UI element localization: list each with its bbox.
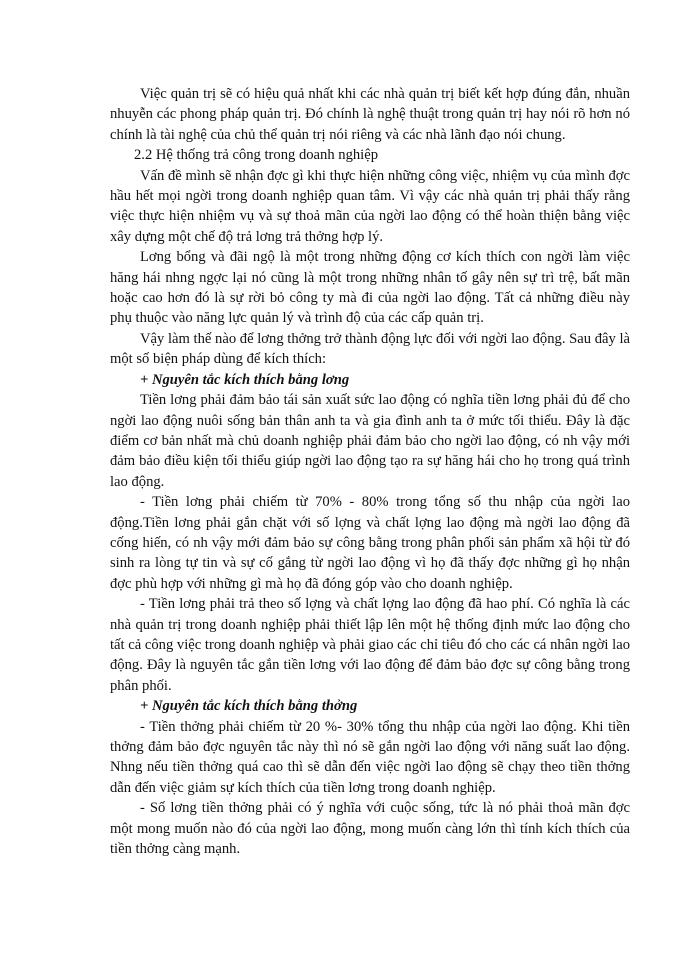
paragraph-salary-motivation: Lơng bổng và đãi ngộ là một trong những động cơ kích thích con ngời làm việc hăng hái nhng ngợc lại nó cũng là một trong những nhân tố gây nên sự trì trệ, bất mãn hoặc cao hơn đó là sự rời bỏ công ty mà đi của ngời lao động. Tất cả những điều này phụ thuộc vào năng lực quản lý và trình độ của các cấp quản trị. (110, 249, 630, 327)
paragraph-bonus-meaning: - Số lơng tiền thởng phải có ý nghĩa với cuộc sống, tức là nó phải thoả mãn đợc một mong muốn nào đó của ngời lao động, mong muốn càng lớn thì tính kích thích của tiền thởng càng mạnh. (110, 800, 630, 858)
section-heading-2-2: 2.2 Hệ thống trả công trong doanh nghiệp (134, 147, 378, 164)
subheading-bonus-principle: + Nguyên tắc kích thích bằng thởng (140, 698, 358, 715)
subheading-salary-principle: + Nguyên tắc kích thích bằng lơng (140, 371, 350, 388)
paragraph-bonus-share: - Tiền thởng phải chiếm từ 20 %- 30% tổng thu nhập của ngời lao động. Khi tiền thởng đảm bảo đợc nguyên tắc này thì nó sẽ gắn ngời lao động với năng suất lao động. Nhng nếu tiền thởng quá cao thì sẽ dẫn đến việc ngời lao động sẽ chạy theo tiền thởng dẫn đến việc giảm sự kích thích của tiền lơng trong doanh nghiệp. (110, 718, 630, 796)
paragraph-salary-quantity-quality: - Tiền lơng phải trả theo số lợng và chất lợng lao động đã hao phí. Có nghĩa là các nhà quản trị trong doanh nghiệp phải thiết lập lên một hệ thống định mức lao động cho tất cả công việc trong doanh nghiệp và phải giao các chỉ tiêu đó cho các cá nhân ngời lao động. Đây là nguyên tắc gắn tiền lơng với lao động để đảm bảo đợc sự công bằng trong phân phối. (110, 596, 630, 694)
paragraph-compensation-intro: Vấn đề mình sẽ nhận đợc gì khi thực hiện những công việc, nhiệm vụ của mình đợc hầu hết mọi ngời trong doanh nghiệp quan tâm. Vì vậy các nhà quản trị phải thấy rằng việc thực hiện nhiệm vụ và sự thoả mãn của ngời lao động có thể hoàn thiện bằng việc xây dựng một chế độ trả lơng trả thởng hợp lý. (110, 167, 630, 245)
paragraph-salary-share: - Tiền lơng phải chiếm từ 70% - 80% trong tổng số thu nhập của ngời lao động.Tiền lơng phải gắn chặt với số lợng và chất lợng lao động mà ngời lao động đã cống hiến, có nh vậy mới đảm bảo sự công bằng trong phân phối sản phẩm xã hội từ đó sinh ra lòng tự tin và sự cố gắng từ ngời lao động vì họ đã thấy đợc những gì họ nhận đợc phù hợp với những gì mà họ đã đóng góp vào cho doanh nghiệp. (110, 494, 630, 592)
paragraph-management-art: Việc quản trị sẽ có hiệu quả nhất khi các nhà quản trị biết kết hợp đúng đắn, nhuần nhuyễn các phong pháp quản trị. Đó chính là nghệ thuật trong quản trị hay nói rõ hơn nó chính là tài nghệ của chủ thể quản trị nói riêng và các nhà lãnh đạo nói chung. (110, 86, 630, 143)
paragraph-salary-reproduction: Tiền lơng phải đảm bảo tái sản xuất sức lao động có nghĩa tiền lơng phải đủ để cho ngời lao động nuôi sống bản thân anh ta và gia đình anh ta ở mức tối thiểu. Đây là đặc điểm cơ bản nhất mà chủ doanh nghiệp phải đảm bảo cho ngời lao động, có nh vậy mới đảm bảo điều kiện tối thiểu giúp ngời lao động tạo ra sự hăng hái cho họ trong quá trình lao động. (110, 392, 630, 490)
paragraph-measures-intro: Vậy làm thế nào để lơng thởng trở thành động lực đối với ngời lao động. Sau đây là một số biện pháp dùng để kích thích: (110, 330, 630, 368)
document-page (110, 84, 630, 859)
